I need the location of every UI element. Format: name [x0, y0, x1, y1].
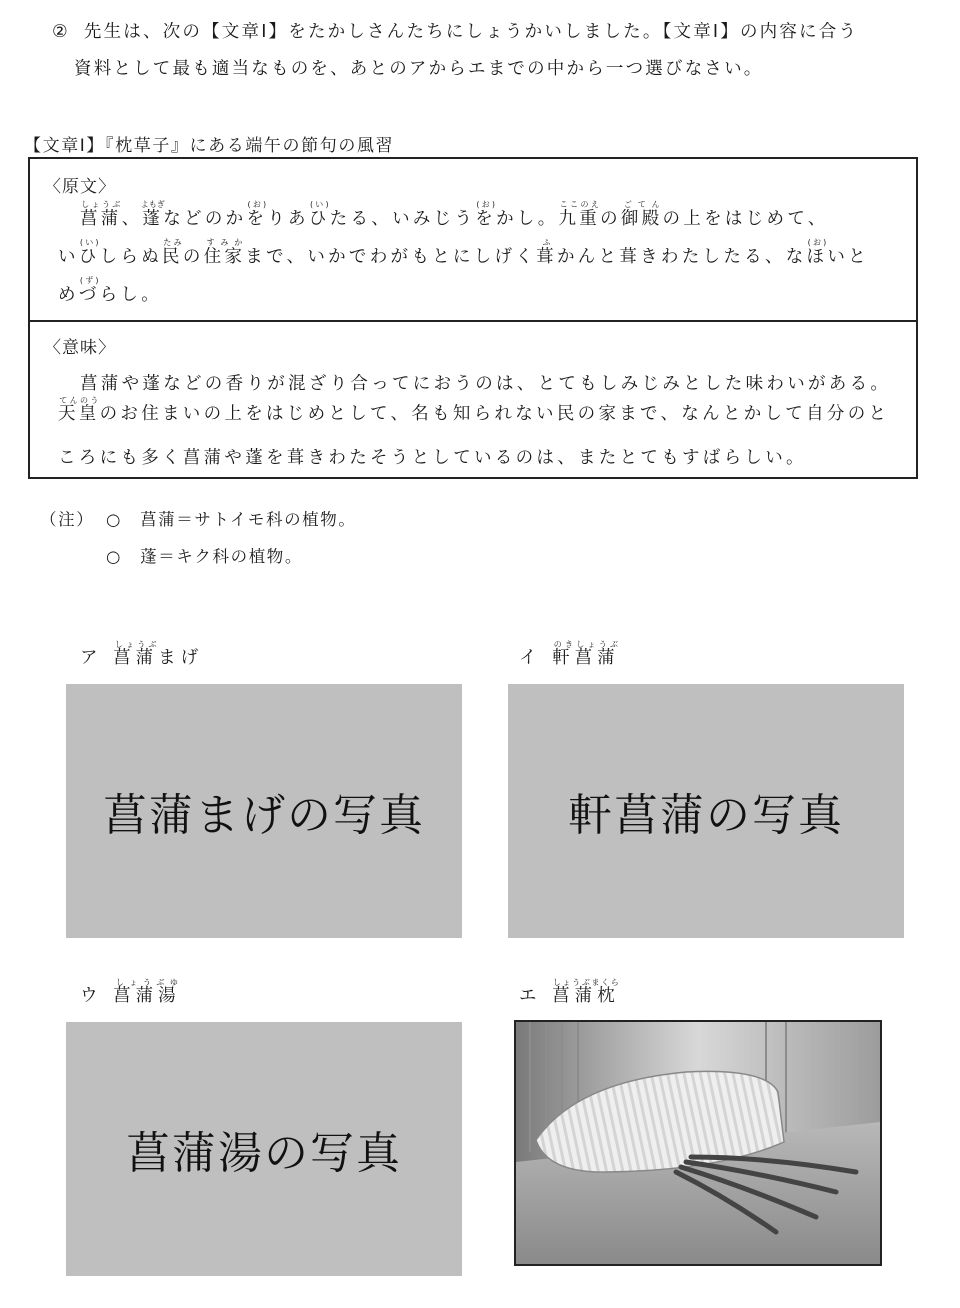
original-line-2-word-4: の: [182, 247, 204, 267]
original-line-1-word-9: かし。: [496, 209, 559, 229]
original-line-2-word-6: まで、いかでわがもとにしげく: [245, 247, 537, 267]
meaning-line-1: 菖蒲や蓬などの香りが混ざり合ってにおうのは、とてもしみじみとした味わいがある。: [80, 374, 892, 394]
note-item-2: ○ 蓬＝キク科の植物。: [106, 547, 303, 566]
original-line-1-word-6: ひ(い): [308, 200, 330, 229]
passage-heading: 【文章Ⅰ】『枕草子』にある端午の節句の風習: [24, 136, 395, 156]
pillow-photo-illustration: [516, 1022, 880, 1264]
original-line-1-word-3: などのか: [163, 209, 247, 229]
original-line-1-word-11: の: [600, 209, 621, 229]
original-line-1-word-8: を(お): [475, 200, 497, 229]
note-item-1: ○ 菖蒲＝サトイモ科の植物。: [106, 510, 357, 529]
question-number: ②: [52, 22, 70, 42]
meaning-label: 〈意味〉: [44, 338, 116, 358]
option-e-photo-pillow: [514, 1020, 882, 1266]
original-line-3-word-1: づ(ず): [78, 276, 100, 305]
original-line-2-word-10: いと: [827, 247, 869, 267]
original-line-1-word-0: 菖蒲しょうぶ: [80, 200, 122, 229]
option-a-label: ア 菖蒲しょうぶまげ: [80, 640, 204, 668]
section-divider: [30, 320, 916, 322]
original-line-3-word-2: らし。: [99, 285, 163, 305]
original-line-1-word-5: りあ: [267, 209, 309, 229]
original-line-2-word-2: しらぬ: [99, 247, 163, 267]
option-i-photo-placeholder: 軒菖蒲の写真: [508, 684, 904, 938]
original-line-1-word-7: たる、いみじう: [329, 209, 476, 229]
original-line-3-word-0: め: [58, 285, 79, 305]
question-line-1: 先生は、次の【文章Ⅰ】をたかしさんたちにしょうかいしました。【文章Ⅰ】の内容に合う: [83, 22, 859, 42]
original-line-1: [80, 200, 829, 230]
original-line-1-word-12: 御殿ごてん: [620, 200, 663, 229]
option-i-label: イ 軒菖蒲のきしょうぶ: [519, 640, 620, 668]
original-line-2-word-0: い: [58, 247, 79, 267]
notes-label: （注）: [40, 510, 95, 529]
option-e-label: エ 菖蒲枕しょうぶまくら: [519, 978, 620, 1006]
original-line-2-word-3: 民たみ: [162, 238, 183, 267]
original-text-label: 〈原文〉: [44, 177, 116, 197]
original-line-2-word-9: ほ(お): [806, 238, 828, 267]
original-line-2-word-1: ひ(い): [78, 238, 100, 267]
original-line-1-word-10: 九重ここのえ: [558, 200, 601, 229]
original-line-2-word-7: 葺ふ: [536, 238, 557, 267]
meaning-line-2: 天皇てんのうのお住まいの上をはじめとして、名も知られない民の家まで、なんとかして自分のと: [58, 396, 890, 424]
original-line-3: [58, 276, 162, 306]
original-line-2-word-5: 住家すみか: [203, 238, 246, 267]
meaning-line-3: ころにも多く菖蒲や蓬を葺きわたそうとしているのは、またとてもすばらしい。: [58, 448, 807, 468]
original-line-1-word-4: を(お): [246, 200, 268, 229]
original-line-2-word-8: かんと葺きわたしたる、な: [556, 247, 807, 267]
original-line-1-word-13: の上をはじめて、: [662, 209, 829, 229]
option-u-label: ウ 菖蒲湯しょうぶゆ: [80, 978, 181, 1006]
option-a-photo-placeholder: 菖蒲まげの写真: [66, 684, 462, 938]
option-u-photo-placeholder: 菖蒲湯の写真: [66, 1022, 462, 1276]
original-line-1-word-2: 蓬よもぎ: [140, 200, 165, 229]
original-line-1-word-1: 、: [121, 209, 143, 229]
question-text: [52, 14, 932, 88]
original-line-2: [58, 238, 869, 268]
question-line-2: 資料として最も適当なものを、あとのアからエまでの中から一つ選びなさい。: [74, 59, 764, 79]
